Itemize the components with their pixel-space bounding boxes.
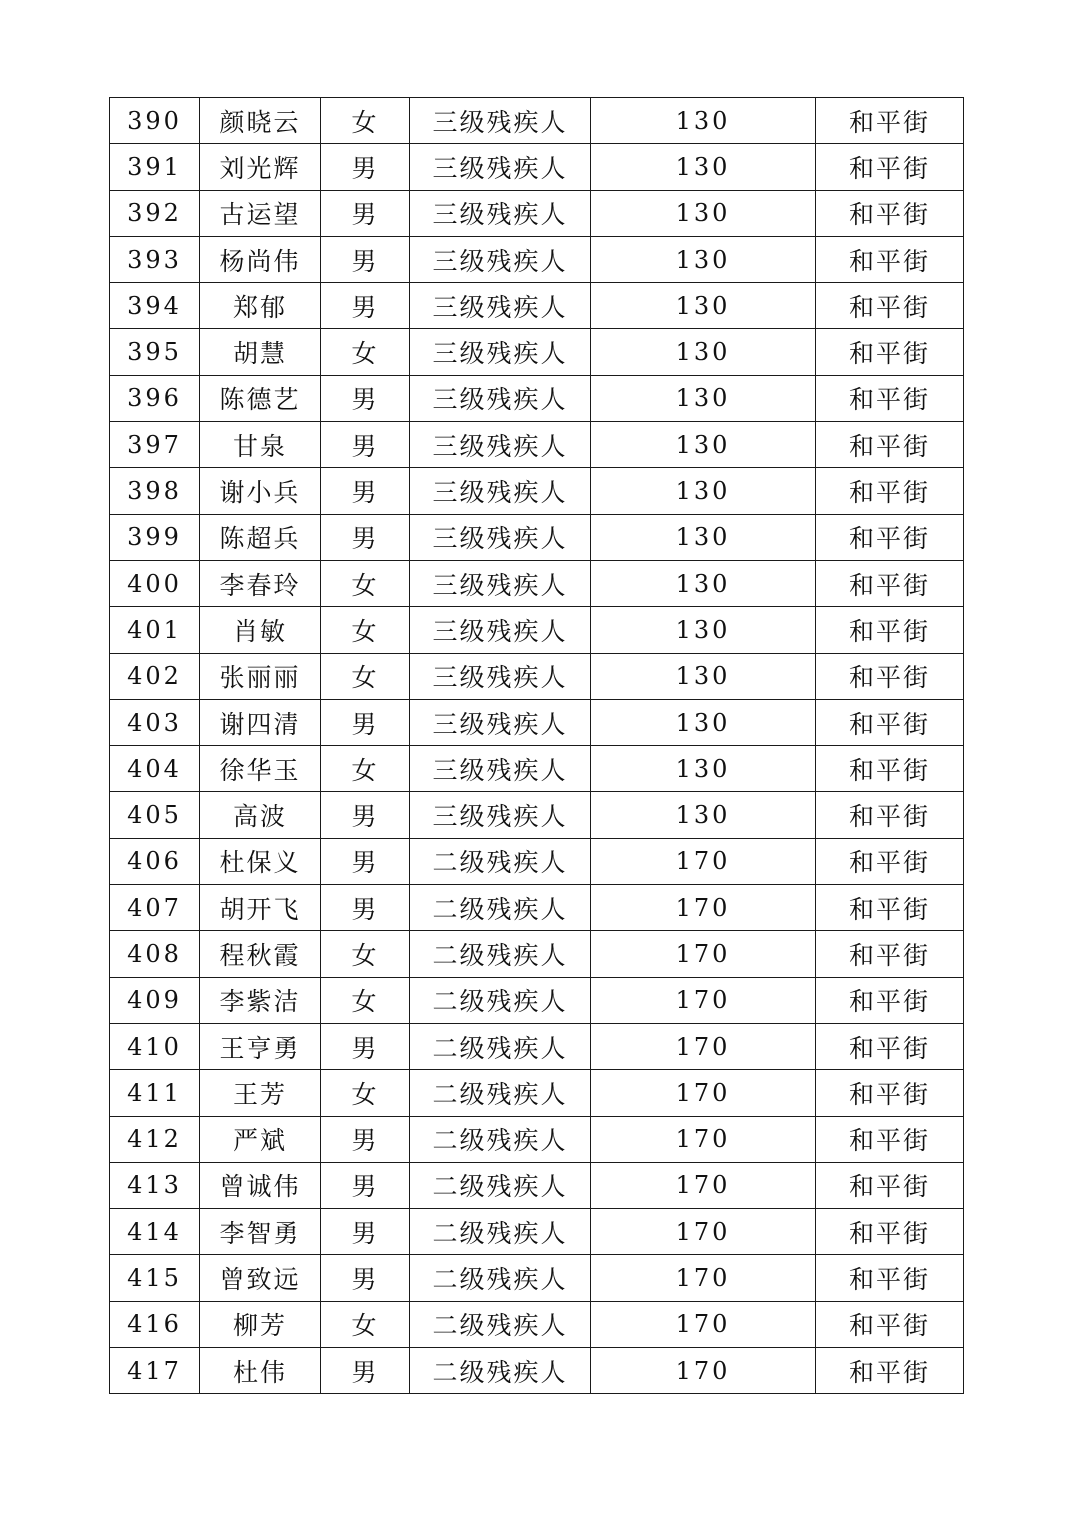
serial-number-cell: 391 (110, 144, 200, 190)
street-cell: 和平街 (816, 1255, 964, 1301)
serial-number-cell: 399 (110, 514, 200, 560)
disability-level-cell: 二级残疾人 (410, 1209, 591, 1255)
gender-cell: 男 (321, 144, 410, 190)
amount-cell: 170 (591, 977, 816, 1023)
name-cell: 甘泉 (200, 422, 321, 468)
table-row (110, 792, 964, 838)
table-row (110, 329, 964, 375)
amount-cell: 130 (591, 329, 816, 375)
disability-level-cell: 二级残疾人 (410, 1301, 591, 1347)
disability-level-cell: 三级残疾人 (410, 236, 591, 282)
serial-number-cell: 410 (110, 1023, 200, 1069)
serial-number-cell: 404 (110, 746, 200, 792)
table-row (110, 1255, 964, 1301)
name-cell: 谢四清 (200, 699, 321, 745)
table-row (110, 885, 964, 931)
street-cell: 和平街 (816, 236, 964, 282)
street-cell: 和平街 (816, 885, 964, 931)
name-cell: 古运望 (200, 190, 321, 236)
table-row (110, 236, 964, 282)
serial-number-cell: 411 (110, 1070, 200, 1116)
gender-cell: 女 (321, 329, 410, 375)
disability-level-cell: 二级残疾人 (410, 1070, 591, 1116)
gender-cell: 女 (321, 931, 410, 977)
gender-cell: 女 (321, 560, 410, 606)
name-cell: 陈德艺 (200, 375, 321, 421)
street-cell: 和平街 (816, 792, 964, 838)
street-cell: 和平街 (816, 1116, 964, 1162)
table-row (110, 699, 964, 745)
disability-level-cell: 三级残疾人 (410, 98, 591, 144)
roster-table-body (110, 98, 964, 1394)
gender-cell: 女 (321, 98, 410, 144)
table-row (110, 746, 964, 792)
amount-cell: 130 (591, 514, 816, 560)
name-cell: 胡慧 (200, 329, 321, 375)
name-cell: 颜晓云 (200, 98, 321, 144)
disability-level-cell: 三级残疾人 (410, 699, 591, 745)
serial-number-cell: 402 (110, 653, 200, 699)
street-cell: 和平街 (816, 746, 964, 792)
table-row (110, 607, 964, 653)
street-cell: 和平街 (816, 560, 964, 606)
amount-cell: 130 (591, 375, 816, 421)
table-row (110, 931, 964, 977)
amount-cell: 130 (591, 699, 816, 745)
gender-cell: 男 (321, 375, 410, 421)
amount-cell: 130 (591, 653, 816, 699)
street-cell: 和平街 (816, 329, 964, 375)
disability-level-cell: 二级残疾人 (410, 1162, 591, 1208)
gender-cell: 女 (321, 653, 410, 699)
gender-cell: 男 (321, 838, 410, 884)
table-row (110, 468, 964, 514)
table-row (110, 375, 964, 421)
name-cell: 徐华玉 (200, 746, 321, 792)
name-cell: 肖敏 (200, 607, 321, 653)
disability-level-cell: 三级残疾人 (410, 422, 591, 468)
serial-number-cell: 405 (110, 792, 200, 838)
street-cell: 和平街 (816, 422, 964, 468)
street-cell: 和平街 (816, 1023, 964, 1069)
gender-cell: 女 (321, 1301, 410, 1347)
name-cell: 刘光辉 (200, 144, 321, 190)
serial-number-cell: 396 (110, 375, 200, 421)
name-cell: 王亨勇 (200, 1023, 321, 1069)
serial-number-cell: 406 (110, 838, 200, 884)
table-row (110, 514, 964, 560)
serial-number-cell: 393 (110, 236, 200, 282)
amount-cell: 130 (591, 190, 816, 236)
disability-level-cell: 三级残疾人 (410, 468, 591, 514)
table-row (110, 1070, 964, 1116)
amount-cell: 130 (591, 607, 816, 653)
gender-cell: 女 (321, 746, 410, 792)
amount-cell: 170 (591, 931, 816, 977)
roster-table (109, 97, 964, 1394)
amount-cell: 130 (591, 98, 816, 144)
disability-level-cell: 三级残疾人 (410, 653, 591, 699)
amount-cell: 170 (591, 1209, 816, 1255)
disability-level-cell: 二级残疾人 (410, 1255, 591, 1301)
table-row (110, 1348, 964, 1394)
street-cell: 和平街 (816, 1209, 964, 1255)
table-row (110, 98, 964, 144)
gender-cell: 男 (321, 1116, 410, 1162)
street-cell: 和平街 (816, 144, 964, 190)
gender-cell: 男 (321, 422, 410, 468)
disability-level-cell: 二级残疾人 (410, 977, 591, 1023)
amount-cell: 130 (591, 283, 816, 329)
name-cell: 高波 (200, 792, 321, 838)
street-cell: 和平街 (816, 699, 964, 745)
serial-number-cell: 407 (110, 885, 200, 931)
gender-cell: 女 (321, 607, 410, 653)
disability-level-cell: 二级残疾人 (410, 838, 591, 884)
name-cell: 严斌 (200, 1116, 321, 1162)
name-cell: 柳芳 (200, 1301, 321, 1347)
serial-number-cell: 392 (110, 190, 200, 236)
gender-cell: 男 (321, 1348, 410, 1394)
street-cell: 和平街 (816, 1070, 964, 1116)
gender-cell: 男 (321, 283, 410, 329)
name-cell: 胡开飞 (200, 885, 321, 931)
street-cell: 和平街 (816, 283, 964, 329)
serial-number-cell: 412 (110, 1116, 200, 1162)
table-row (110, 283, 964, 329)
gender-cell: 男 (321, 190, 410, 236)
street-cell: 和平街 (816, 190, 964, 236)
disability-level-cell: 三级残疾人 (410, 607, 591, 653)
street-cell: 和平街 (816, 931, 964, 977)
street-cell: 和平街 (816, 607, 964, 653)
disability-level-cell: 二级残疾人 (410, 885, 591, 931)
name-cell: 李春玲 (200, 560, 321, 606)
street-cell: 和平街 (816, 653, 964, 699)
disability-level-cell: 三级残疾人 (410, 792, 591, 838)
table-row (110, 422, 964, 468)
street-cell: 和平街 (816, 1348, 964, 1394)
disability-level-cell: 三级残疾人 (410, 329, 591, 375)
amount-cell: 130 (591, 236, 816, 282)
gender-cell: 男 (321, 236, 410, 282)
table-row (110, 1116, 964, 1162)
disability-level-cell: 三级残疾人 (410, 283, 591, 329)
serial-number-cell: 398 (110, 468, 200, 514)
gender-cell: 男 (321, 1255, 410, 1301)
amount-cell: 170 (591, 1070, 816, 1116)
serial-number-cell: 415 (110, 1255, 200, 1301)
street-cell: 和平街 (816, 977, 964, 1023)
disability-level-cell: 二级残疾人 (410, 1116, 591, 1162)
amount-cell: 170 (591, 1116, 816, 1162)
amount-cell: 130 (591, 560, 816, 606)
amount-cell: 170 (591, 838, 816, 884)
name-cell: 曾诚伟 (200, 1162, 321, 1208)
street-cell: 和平街 (816, 1301, 964, 1347)
amount-cell: 170 (591, 1255, 816, 1301)
disability-level-cell: 三级残疾人 (410, 190, 591, 236)
disability-level-cell: 三级残疾人 (410, 375, 591, 421)
amount-cell: 130 (591, 746, 816, 792)
gender-cell: 男 (321, 1209, 410, 1255)
name-cell: 程秋霞 (200, 931, 321, 977)
serial-number-cell: 397 (110, 422, 200, 468)
name-cell: 郑郁 (200, 283, 321, 329)
serial-number-cell: 401 (110, 607, 200, 653)
gender-cell: 男 (321, 885, 410, 931)
amount-cell: 170 (591, 1162, 816, 1208)
street-cell: 和平街 (816, 468, 964, 514)
serial-number-cell: 414 (110, 1209, 200, 1255)
table-row (110, 144, 964, 190)
serial-number-cell: 395 (110, 329, 200, 375)
amount-cell: 130 (591, 144, 816, 190)
table-row (110, 190, 964, 236)
street-cell: 和平街 (816, 98, 964, 144)
disability-level-cell: 二级残疾人 (410, 1023, 591, 1069)
disability-level-cell: 三级残疾人 (410, 514, 591, 560)
street-cell: 和平街 (816, 1162, 964, 1208)
gender-cell: 女 (321, 1070, 410, 1116)
amount-cell: 130 (591, 468, 816, 514)
street-cell: 和平街 (816, 375, 964, 421)
gender-cell: 男 (321, 792, 410, 838)
table-row (110, 838, 964, 884)
gender-cell: 男 (321, 699, 410, 745)
gender-cell: 男 (321, 1023, 410, 1069)
amount-cell: 170 (591, 1348, 816, 1394)
name-cell: 谢小兵 (200, 468, 321, 514)
name-cell: 张丽丽 (200, 653, 321, 699)
amount-cell: 130 (591, 792, 816, 838)
table-row (110, 1162, 964, 1208)
serial-number-cell: 416 (110, 1301, 200, 1347)
gender-cell: 女 (321, 977, 410, 1023)
serial-number-cell: 417 (110, 1348, 200, 1394)
disability-level-cell: 二级残疾人 (410, 931, 591, 977)
street-cell: 和平街 (816, 838, 964, 884)
name-cell: 王芳 (200, 1070, 321, 1116)
amount-cell: 130 (591, 422, 816, 468)
gender-cell: 男 (321, 1162, 410, 1208)
name-cell: 杨尚伟 (200, 236, 321, 282)
name-cell: 李智勇 (200, 1209, 321, 1255)
disability-level-cell: 三级残疾人 (410, 746, 591, 792)
table-row (110, 653, 964, 699)
disability-level-cell: 二级残疾人 (410, 1348, 591, 1394)
amount-cell: 170 (591, 1023, 816, 1069)
name-cell: 李紫洁 (200, 977, 321, 1023)
name-cell: 杜保义 (200, 838, 321, 884)
serial-number-cell: 408 (110, 931, 200, 977)
serial-number-cell: 390 (110, 98, 200, 144)
serial-number-cell: 409 (110, 977, 200, 1023)
name-cell: 杜伟 (200, 1348, 321, 1394)
serial-number-cell: 394 (110, 283, 200, 329)
amount-cell: 170 (591, 1301, 816, 1347)
street-cell: 和平街 (816, 514, 964, 560)
table-row (110, 1301, 964, 1347)
disability-level-cell: 三级残疾人 (410, 560, 591, 606)
table-row (110, 1209, 964, 1255)
table-row (110, 977, 964, 1023)
serial-number-cell: 413 (110, 1162, 200, 1208)
gender-cell: 男 (321, 514, 410, 560)
table-row (110, 560, 964, 606)
gender-cell: 男 (321, 468, 410, 514)
disability-level-cell: 三级残疾人 (410, 144, 591, 190)
serial-number-cell: 403 (110, 699, 200, 745)
amount-cell: 170 (591, 885, 816, 931)
name-cell: 陈超兵 (200, 514, 321, 560)
name-cell: 曾致远 (200, 1255, 321, 1301)
table-row (110, 1023, 964, 1069)
serial-number-cell: 400 (110, 560, 200, 606)
